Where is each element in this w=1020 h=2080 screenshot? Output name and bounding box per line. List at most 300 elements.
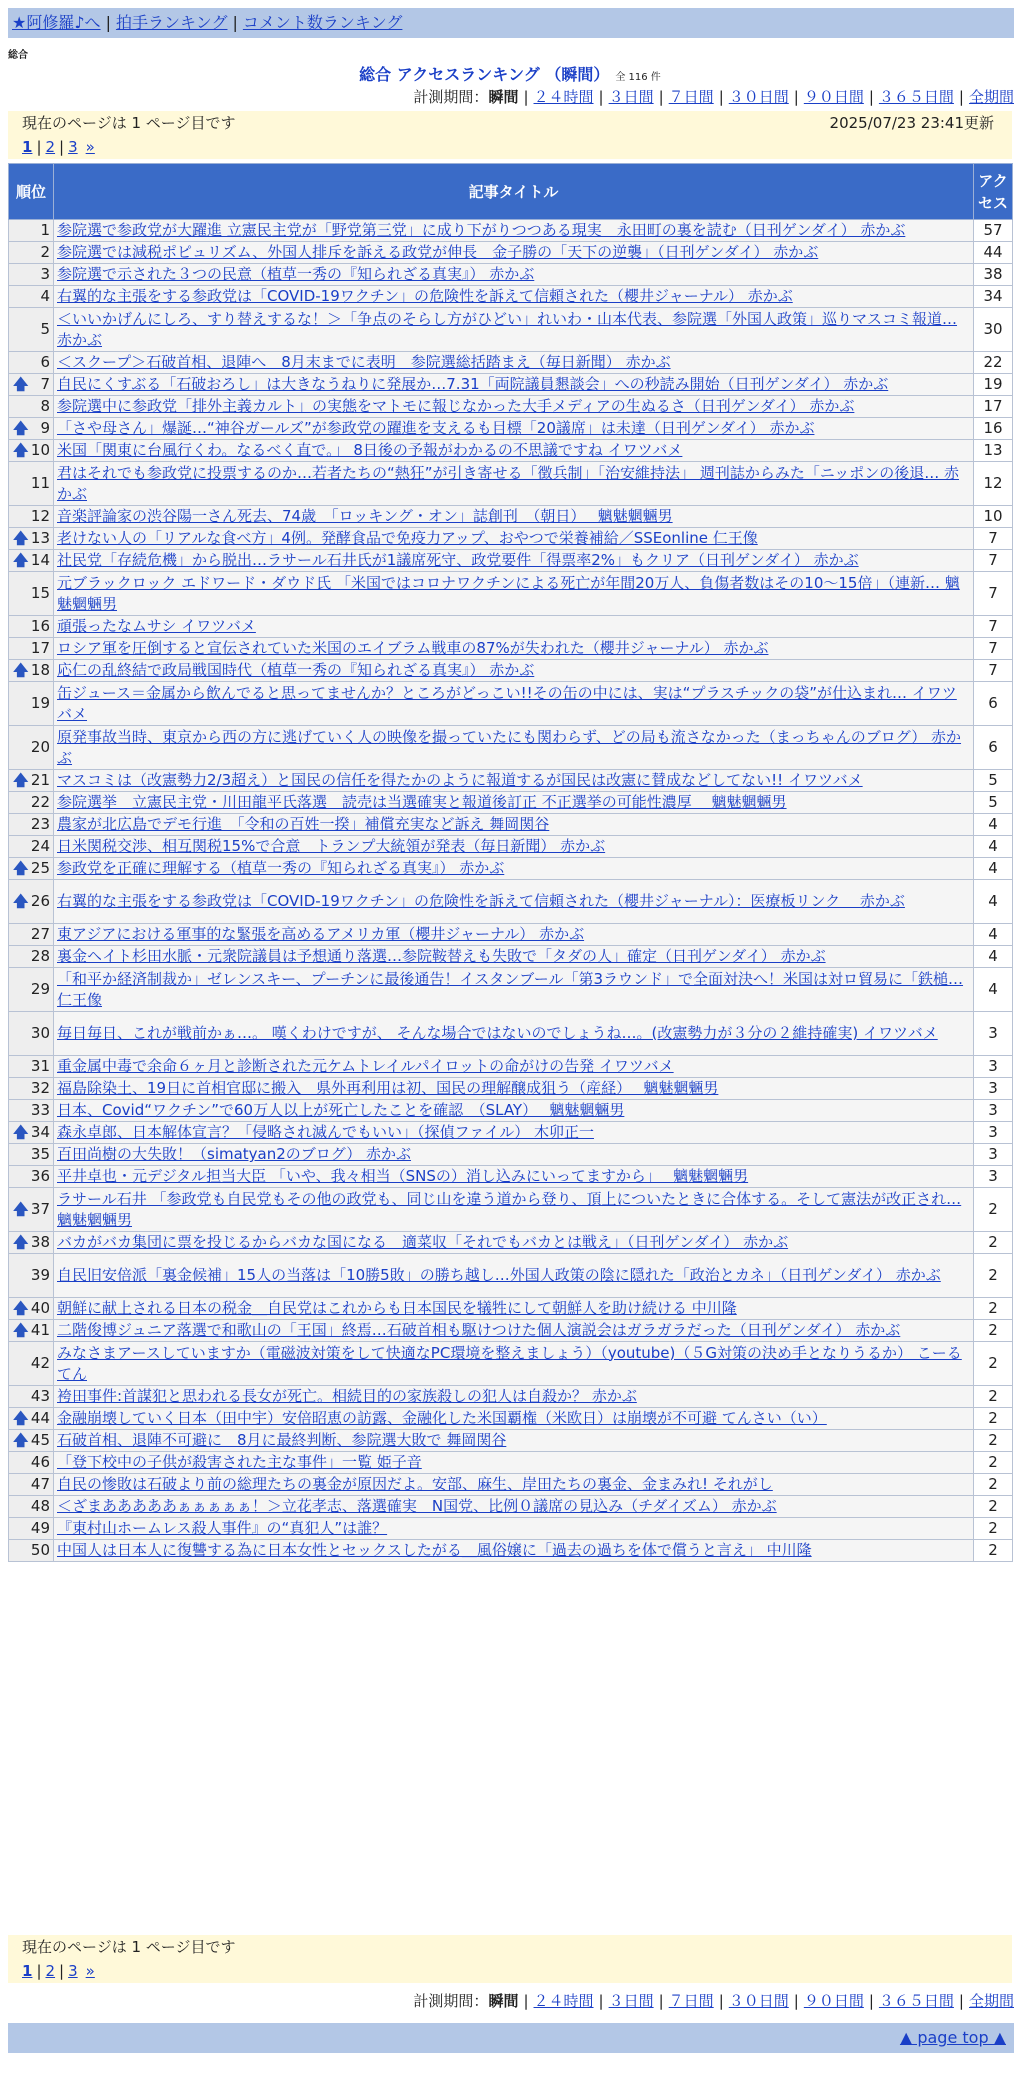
rank-number: 7 xyxy=(40,375,50,393)
access-count: 12 xyxy=(974,462,1013,506)
rank-number: 15 xyxy=(30,584,50,602)
article-title-link[interactable]: ＜いいかげんにしろ、すり替えするな！＞「争点のそらし方がひどい」れいわ・山本代表、参院選「外国人政策」巡りマスコミ報道… 赤かぶ xyxy=(57,309,958,349)
period-option-link[interactable]: ３０日間 xyxy=(728,1992,789,2010)
article-title-link[interactable]: 農家が北広島でデモ行進 「令和の百姓一揆」補償充実など訴え 舞岡関谷 xyxy=(57,815,550,833)
article-title-link[interactable]: 福島除染土、19日に首相官邸に搬入 県外再利用は初、国民の理解醸成狙う（産経） 魑魅魍魎男 xyxy=(57,1079,719,1097)
access-header: アクセス xyxy=(974,164,1013,220)
title-cell xyxy=(54,506,974,528)
period-option-link[interactable]: ９０日間 xyxy=(803,88,864,106)
period-separator: | xyxy=(523,1992,529,2010)
table-row xyxy=(9,1012,1013,1056)
rank-number: 32 xyxy=(30,1079,50,1097)
rank-cell xyxy=(9,1496,54,1518)
rank-number: 9 xyxy=(40,419,50,437)
rank-number: 10 xyxy=(30,441,50,459)
article-title-link[interactable]: 平井卓也・元デジタル担当大臣 「いや、我々相当（SNSの）消し込みにいってますから」 魑魅魍魎男 xyxy=(57,1167,749,1185)
article-title-link[interactable]: 日本、Covid“ワクチン”で60万人以上が死亡したことを確認 （SLAY） 魑魅魍魎男 xyxy=(57,1101,625,1119)
table-row xyxy=(9,396,1013,418)
period-selector-top xyxy=(413,86,1014,107)
period-option-link[interactable]: ３６５日間 xyxy=(878,1992,954,2010)
title-cell xyxy=(54,946,974,968)
rank-cell xyxy=(9,1298,54,1320)
rank-cell xyxy=(9,1386,54,1408)
rank-cell xyxy=(9,462,54,506)
article-title-link[interactable]: 元ブラックロック エドワード・ダウド氏 「米国ではコロナワクチンによる死亡が年間20万人、負傷者数はその10～15倍」（連新… 魑魅魍魎男 xyxy=(57,573,960,613)
access-count: 2 xyxy=(974,1298,1013,1320)
article-title-link[interactable]: 社民党「存続危機」から脱出…ラサール石井氏が1議席死守、政党要件「得票率2%」もクリア（日刊ゲンダイ） 赤かぶ xyxy=(57,551,859,569)
article-title-link[interactable]: 袴田事件:首謀犯と思われる長女が死亡。相続目的の家族殺しの犯人は自殺か？ 赤かぶ xyxy=(57,1387,637,1405)
rank-cell xyxy=(9,528,54,550)
access-count: 4 xyxy=(974,880,1013,924)
article-title-link[interactable]: 自民の惨敗は石破より前の総理たちの裏金が原因だよ。安部、麻生、岸田たちの裏金、金まみれ! それがし xyxy=(57,1475,773,1493)
article-title-link[interactable]: 森永卓郎、日本解体宣言？「侵略され滅んでもいい」（探偵ファイル） 木卯正一 xyxy=(57,1123,594,1141)
table-row xyxy=(9,946,1013,968)
period-separator: | xyxy=(793,1992,799,2010)
access-count: 7 xyxy=(974,528,1013,550)
table-row xyxy=(9,550,1013,572)
rank-number: 30 xyxy=(30,1024,50,1042)
table-row xyxy=(9,682,1013,726)
ranking-table xyxy=(8,163,1013,1562)
access-count: 16 xyxy=(974,418,1013,440)
rank-cell xyxy=(9,924,54,946)
rank-number: 24 xyxy=(30,837,50,855)
rank-cell xyxy=(9,814,54,836)
page-separator: | xyxy=(36,1962,42,1980)
rank-number: 45 xyxy=(30,1431,50,1449)
access-count: 2 xyxy=(974,1518,1013,1540)
title-cell xyxy=(54,242,974,264)
rank-cell xyxy=(9,286,54,308)
period-separator: | xyxy=(718,1992,724,2010)
title-cell xyxy=(54,1056,974,1078)
article-title-link[interactable]: 缶ジュース＝金属から飲んでると思ってませんか？ところがどっこい!!その缶の中には、実は“プラスチックの袋”が仕込まれ… イワツバメ xyxy=(57,683,957,723)
rank-cell xyxy=(9,440,54,462)
access-count: 3 xyxy=(974,1056,1013,1078)
period-option-link[interactable]: 全期間 xyxy=(968,1992,1014,2010)
rank-cell xyxy=(9,374,54,396)
period-current: 瞬間 xyxy=(488,88,519,106)
article-title-link[interactable]: ＜ざまあああああぁぁぁぁぁ！＞立花孝志、落選確実 N国党、比例０議席の見込み（チダイズム） 赤かぶ xyxy=(57,1497,777,1515)
rank-number: 42 xyxy=(30,1354,50,1372)
table-row xyxy=(9,242,1013,264)
up-arrow-icon: 🡅 xyxy=(13,1299,29,1317)
article-title-link[interactable]: 米国「関東に台風行くわ。なるべく直で。」 8日後の予報がわかるの不思議ですね イワツバメ xyxy=(57,441,683,459)
period-option-link[interactable]: ９０日間 xyxy=(803,1992,864,2010)
rank-number: 8 xyxy=(40,397,50,415)
comment-ranking-link[interactable]: コメント数ランキング xyxy=(242,13,403,32)
up-arrow-icon: 🡅 xyxy=(13,1123,29,1141)
bottom-bar xyxy=(8,2023,1014,2053)
table-row xyxy=(9,814,1013,836)
rank-cell xyxy=(9,638,54,660)
article-title-link[interactable]: 中国人は日本人に復讐する為に日本女性とセックスしたがる＿風俗嬢に「過去の過ちを体で償うと言え」 中川隆 xyxy=(57,1541,812,1559)
table-row xyxy=(9,638,1013,660)
rank-cell xyxy=(9,946,54,968)
home-link[interactable]: ★阿修羅♪へ xyxy=(12,13,101,32)
table-row xyxy=(9,572,1013,616)
title-cell xyxy=(54,528,974,550)
rank-cell xyxy=(9,1078,54,1100)
access-count: 4 xyxy=(974,924,1013,946)
title-cell xyxy=(54,1232,974,1254)
rank-number: 18 xyxy=(30,661,50,679)
title-cell xyxy=(54,1078,974,1100)
rank-number: 3 xyxy=(40,265,50,283)
clap-ranking-link[interactable]: 拍手ランキング xyxy=(115,13,228,32)
access-count: 17 xyxy=(974,396,1013,418)
article-title-link[interactable]: 百田尚樹の大失敗！（simatyan2のブログ） 赤かぶ xyxy=(57,1145,412,1163)
rank-number: 47 xyxy=(30,1475,50,1493)
access-count: 13 xyxy=(974,440,1013,462)
page-link-2[interactable]: 2 xyxy=(45,1962,56,1980)
article-title-link[interactable]: 毎日毎日、これが戦前かぁ…。 嘆くわけですが、 そんな場合ではないのでしょうね…。(改憲勢力が３分の２維持確実) イワツバメ xyxy=(57,1024,938,1042)
article-title-link[interactable]: 音楽評論家の渋谷陽一さん死去、74歳 「ロッキング・オン」誌創刊 （朝日） 魑魅魍魎男 xyxy=(57,507,673,525)
access-count: 4 xyxy=(974,836,1013,858)
rank-number: 26 xyxy=(30,892,50,910)
period-option-link[interactable]: 全期間 xyxy=(968,88,1014,106)
current-page-text: 現在のページは 1 ページ目です xyxy=(22,114,236,132)
rank-number: 20 xyxy=(30,738,50,756)
title-cell xyxy=(54,264,974,286)
rank-number: 6 xyxy=(40,353,50,371)
table-row xyxy=(9,506,1013,528)
rank-cell xyxy=(9,1430,54,1452)
article-title-link[interactable]: 「和平か経済制裁か」ゼレンスキー、プーチンに最後通告！イスタンブール「第3ラウンド」で全面対決へ！米国は対ロ貿易に「鉄槌… 仁王像 xyxy=(57,969,964,1009)
up-arrow-icon: 🡅 xyxy=(13,1431,29,1449)
current-page-text: 現在のページは 1 ページ目です xyxy=(22,1938,236,1956)
rank-cell xyxy=(9,1100,54,1122)
rank-cell xyxy=(9,1518,54,1540)
article-title-link[interactable]: 原発事故当時、東京から西の方に逃げていく人の映像を撮っていたにも関わらず、どの局も流さなかった（まっちゃんのブログ） 赤かぶ xyxy=(57,727,962,767)
page-top-link[interactable]: ▲ page top ▲ xyxy=(899,2028,1006,2047)
access-count: 44 xyxy=(974,242,1013,264)
article-title-link[interactable]: 朝鮮に献上される日本の税金＿自民党はこれからも日本国民を犠牲にして朝鮮人を助け続ける 中川隆 xyxy=(57,1299,737,1317)
access-count: 2 xyxy=(974,1496,1013,1518)
article-title-link[interactable]: 参院選挙 立憲民主党・川田龍平氏落選 読売は当選確実と報道後訂正 不正選挙の可能性濃厚 魑魅魍魎男 xyxy=(57,793,787,811)
up-arrow-icon: 🡅 xyxy=(13,441,29,459)
up-arrow-icon: 🡅 xyxy=(13,892,29,910)
access-count: 7 xyxy=(974,550,1013,572)
up-arrow-icon: 🡅 xyxy=(13,1409,29,1427)
nav-separator: | xyxy=(232,13,238,32)
period-separator: | xyxy=(868,1992,874,2010)
title-cell xyxy=(54,396,974,418)
table-row xyxy=(9,1540,1013,1562)
article-title-link[interactable]: 応仁の乱終結で政局戦国時代（植草一秀の『知られざる真実』） 赤かぶ xyxy=(57,661,535,679)
page-link-3[interactable]: 3 xyxy=(68,138,78,156)
table-row xyxy=(9,1166,1013,1188)
up-arrow-icon: 🡅 xyxy=(13,1233,29,1251)
period-selector-bottom xyxy=(413,1990,1014,2011)
rank-cell xyxy=(9,572,54,616)
table-row xyxy=(9,1100,1013,1122)
table-row xyxy=(9,1518,1013,1540)
up-arrow-icon: 🡅 xyxy=(13,1321,29,1339)
rank-number: 22 xyxy=(30,793,50,811)
article-title-link[interactable]: 「登下校中の子供が殺害された主な事件」一覧 姫子音 xyxy=(57,1453,422,1471)
access-count: 4 xyxy=(974,814,1013,836)
next-page-link[interactable]: » xyxy=(85,138,95,156)
article-title-link[interactable]: 裏金ヘイト杉田水脈・元衆院議員は予想通り落選…参院鞍替えも失敗で「タダの人」確定（日刊ゲンダイ） 赤かぶ xyxy=(57,947,826,965)
rank-cell xyxy=(9,1232,54,1254)
article-title-link[interactable]: 頑張ったなムサシ イワツバメ xyxy=(57,617,256,635)
pager-bottom xyxy=(8,1935,1012,1983)
article-title-link[interactable]: ロシア軍を圧倒すると宣伝されていた米国のエイブラム戦車の87%が失われた（櫻井ジャーナル） 赤かぶ xyxy=(57,639,769,657)
title-cell xyxy=(54,1540,974,1562)
page-title-text: 総合 アクセスランキング （瞬間） xyxy=(359,65,610,84)
title-cell xyxy=(54,968,974,1012)
title-cell xyxy=(54,1012,974,1056)
top-nav-bar xyxy=(8,8,1014,38)
access-count: 3 xyxy=(974,1166,1013,1188)
title-cell xyxy=(54,880,974,924)
up-arrow-icon: 🡅 xyxy=(13,419,29,437)
rank-number: 38 xyxy=(30,1233,50,1251)
table-row xyxy=(9,880,1013,924)
access-count: 3 xyxy=(974,1012,1013,1056)
title-cell xyxy=(54,682,974,726)
article-title-link[interactable]: みなさまアースしていますか（電磁波対策をして快適なPC環境を整えましょう）（youtube)（５G対策の決め手となりうるか） こーるてん xyxy=(57,1343,962,1383)
pager-top xyxy=(8,111,1012,159)
rank-cell xyxy=(9,352,54,374)
page-link-1[interactable]: 1 xyxy=(22,138,33,156)
rank-number: 44 xyxy=(30,1409,50,1427)
rank-cell xyxy=(9,1342,54,1386)
title-cell xyxy=(54,660,974,682)
access-count: 34 xyxy=(974,286,1013,308)
access-count: 4 xyxy=(974,968,1013,1012)
table-row xyxy=(9,726,1013,770)
article-title-link[interactable]: 老けない人の「リアルな食べ方」4例。発酵食品で免疫力アップ、おやつで栄養補給／SSEonline 仁王像 xyxy=(57,529,758,547)
table-row xyxy=(9,264,1013,286)
rank-cell xyxy=(9,880,54,924)
table-row xyxy=(9,770,1013,792)
period-option-link[interactable]: ３０日間 xyxy=(728,88,789,106)
rank-cell xyxy=(9,858,54,880)
article-title-link[interactable]: 東アジアにおける軍事的な緊張を高めるアメリカ軍（櫻井ジャーナル） 赤かぶ xyxy=(57,925,585,943)
rank-number: 36 xyxy=(30,1167,50,1185)
table-row xyxy=(9,1078,1013,1100)
article-title-link[interactable]: 二階俊博ジュニア落選で和歌山の「王国」終焉…石破首相も駆けつけた個人演説会はガラガラだった（日刊ゲンダイ） 赤かぶ xyxy=(57,1321,901,1339)
article-title-link[interactable]: 「さや母さん」爆誕…“神谷ガールズ”が参政党の躍進を支えるも目標「20議席」は未達（日刊ゲンダイ） 赤かぶ xyxy=(57,419,815,437)
period-separator: | xyxy=(658,1992,664,2010)
table-row xyxy=(9,286,1013,308)
article-title-link[interactable]: 日米関税交渉、相互関税15%で合意 トランプ大統領が発表（毎日新聞） 赤かぶ xyxy=(57,837,606,855)
access-count: 7 xyxy=(974,616,1013,638)
rank-cell xyxy=(9,506,54,528)
rank-number: 13 xyxy=(30,529,50,547)
article-title-link[interactable]: 右翼的な主張をする参政党は「COVID-19ワクチン」の危険性を訴えて信頼された（櫻井ジャーナル）：医療板リンク 赤かぶ xyxy=(57,892,905,910)
article-title-link[interactable]: 自民にくすぶる「石破おろし」は大きなうねりに発展か…7.31「両院議員懇談会」への秒読み開始（日刊ゲンダイ） 赤かぶ xyxy=(57,375,889,393)
rank-cell xyxy=(9,1474,54,1496)
table-row xyxy=(9,924,1013,946)
access-count: 57 xyxy=(974,220,1013,242)
access-count: 2 xyxy=(974,1430,1013,1452)
rank-header: 順位 xyxy=(9,164,54,220)
title-cell xyxy=(54,858,974,880)
access-count: 2 xyxy=(974,1254,1013,1298)
page-separator: | xyxy=(59,1962,65,1980)
article-title-link[interactable]: 右翼的な主張をする参政党は「COVID-19ワクチン」の危険性を訴えて信頼された（櫻井ジャーナル） 赤かぶ xyxy=(57,287,793,305)
page-link-2[interactable]: 2 xyxy=(45,138,56,156)
access-count: 3 xyxy=(974,1144,1013,1166)
title-cell xyxy=(54,924,974,946)
access-count: 2 xyxy=(974,1232,1013,1254)
access-count: 3 xyxy=(974,1100,1013,1122)
access-count: 6 xyxy=(974,682,1013,726)
period-separator: | xyxy=(598,1992,604,2010)
title-cell xyxy=(54,1452,974,1474)
access-count: 19 xyxy=(974,374,1013,396)
period-option-link[interactable]: ３日間 xyxy=(608,1992,654,2010)
title-cell xyxy=(54,638,974,660)
rank-number: 14 xyxy=(30,551,50,569)
rank-number: 2 xyxy=(40,243,50,261)
access-count: 10 xyxy=(974,506,1013,528)
title-cell xyxy=(54,1518,974,1540)
period-separator: | xyxy=(598,88,604,106)
article-title-link[interactable]: 参院選で示された３つの民意（植草一秀の『知られざる真実』） 赤かぶ xyxy=(57,265,535,283)
period-separator: | xyxy=(958,88,964,106)
rank-cell xyxy=(9,1122,54,1144)
rank-number: 41 xyxy=(30,1321,50,1339)
rank-number: 49 xyxy=(30,1519,50,1537)
up-arrow-icon: 🡅 xyxy=(13,1200,29,1218)
table-row xyxy=(9,616,1013,638)
rank-cell xyxy=(9,726,54,770)
period-separator: | xyxy=(868,88,874,106)
article-title-link[interactable]: マスコミは（改憲勢力2/3超え）と国民の信任を得たかのように報道するが国民は改憲に賛成などしてない!! イワツバメ xyxy=(57,771,863,789)
article-title-link[interactable]: ＜スクープ＞石破首相、退陣へ 8月末までに表明 参院選総括踏まえ（毎日新聞） 赤かぶ xyxy=(57,353,671,371)
title-cell xyxy=(54,814,974,836)
access-count: 38 xyxy=(974,264,1013,286)
title-cell xyxy=(54,1320,974,1342)
period-option-link[interactable]: ３６５日間 xyxy=(878,88,954,106)
title-cell xyxy=(54,1474,974,1496)
rank-number: 29 xyxy=(30,980,50,998)
period-separator: | xyxy=(958,1992,964,2010)
rank-number: 37 xyxy=(30,1200,50,1218)
section-label: 総合 xyxy=(8,50,28,61)
table-row xyxy=(9,1056,1013,1078)
rank-cell xyxy=(9,792,54,814)
access-count: 5 xyxy=(974,792,1013,814)
article-title-link[interactable]: 参院選では減税ポピュリズム、外国人排斥を訴える政党が伸長 金子勝の「天下の逆襲」（日刊ゲンダイ） 赤かぶ xyxy=(57,243,819,261)
period-label: 計測期間： xyxy=(413,1992,489,2010)
rank-number: 11 xyxy=(30,474,50,492)
rank-cell xyxy=(9,968,54,1012)
title-cell xyxy=(54,352,974,374)
rank-cell xyxy=(9,1320,54,1342)
table-row xyxy=(9,1386,1013,1408)
rank-number: 21 xyxy=(30,771,50,789)
access-count: 2 xyxy=(974,1540,1013,1562)
title-header: 記事タイトル xyxy=(54,164,974,220)
access-count: 2 xyxy=(974,1320,1013,1342)
rank-number: 12 xyxy=(30,507,50,525)
article-title-link[interactable]: ラサール石井 「参政党も自民党もその他の政党も、同じ山を違う道から登り、頂上についたときに合体する。そして憲法が改正され… 魑魅魍魎男 xyxy=(57,1189,962,1229)
article-title-link[interactable]: 石破首相、退陣不可避に 8月に最終判断、参院選大敗で 舞岡関谷 xyxy=(57,1431,507,1449)
title-cell xyxy=(54,616,974,638)
page-link-1[interactable]: 1 xyxy=(22,1962,33,1980)
rank-cell xyxy=(9,550,54,572)
title-cell xyxy=(54,1122,974,1144)
table-row xyxy=(9,836,1013,858)
rank-cell xyxy=(9,836,54,858)
table-row xyxy=(9,660,1013,682)
rank-cell xyxy=(9,616,54,638)
table-row xyxy=(9,352,1013,374)
period-option-link[interactable]: ３日間 xyxy=(608,88,654,106)
rank-cell xyxy=(9,1540,54,1562)
article-title-link[interactable]: 参院選で参政党が大躍進 立憲民主党が「野党第三党」に成り下がりつつある現実 永田町の裏を読む（日刊ゲンダイ） 赤かぶ xyxy=(57,221,906,239)
article-title-link[interactable]: 君はそれでも参政党に投票するのか…若者たちの“熱狂”が引き寄せる「徴兵制」「治安維持法」 週刊誌からみた「ニッポンの後退… 赤かぶ xyxy=(57,463,959,503)
rank-number: 27 xyxy=(30,925,50,943)
rank-cell xyxy=(9,242,54,264)
rank-cell xyxy=(9,1144,54,1166)
page-link-3[interactable]: 3 xyxy=(68,1962,78,1980)
up-arrow-icon: 🡅 xyxy=(13,859,29,877)
rank-cell xyxy=(9,1188,54,1232)
total-count: 全 116 件 xyxy=(615,72,661,83)
rank-cell xyxy=(9,1408,54,1430)
period-separator: | xyxy=(793,88,799,106)
period-option-link[interactable]: ７日間 xyxy=(668,88,714,106)
table-row xyxy=(9,1452,1013,1474)
period-separator: | xyxy=(658,88,664,106)
next-page-link[interactable]: » xyxy=(85,1962,95,1980)
page-links xyxy=(22,135,998,159)
title-cell xyxy=(54,1144,974,1166)
rank-number: 39 xyxy=(30,1266,50,1284)
article-title-link[interactable]: 重金属中毒で余命６ヶ月と診断された元ケムトレイルパイロットの命がけの告発 イワツバメ xyxy=(57,1057,674,1075)
title-cell xyxy=(54,726,974,770)
article-title-link[interactable]: 自民旧安倍派「裏金候補」15人の当落は「10勝5敗」の勝ち越し…外国人政策の陰に隠れた「政治とカネ」（日刊ゲンダイ） 赤かぶ xyxy=(57,1266,941,1284)
up-arrow-icon: 🡅 xyxy=(13,661,29,679)
rank-number: 35 xyxy=(30,1145,50,1163)
article-title-link[interactable]: 『東村山ホームレス殺人事件』の“真犯人”は誰？ xyxy=(57,1519,388,1537)
access-count: 2 xyxy=(974,1386,1013,1408)
title-cell xyxy=(54,1188,974,1232)
title-cell xyxy=(54,286,974,308)
title-cell xyxy=(54,1100,974,1122)
article-title-link[interactable]: 参政党を正確に理解する（植草一秀の『知られざる真実』） 赤かぶ xyxy=(57,859,505,877)
article-title-link[interactable]: 金融崩壊していく日本（田中宇）安倍昭恵の訪露、金融化した米国覇権（米欧日）は崩壊が不可避 てんさい（い） xyxy=(57,1409,827,1427)
up-arrow-icon: 🡅 xyxy=(13,771,29,789)
rank-cell xyxy=(9,770,54,792)
period-option-link[interactable]: ７日間 xyxy=(668,1992,714,2010)
period-option-link[interactable]: ２４時間 xyxy=(533,1992,594,2010)
rank-number: 28 xyxy=(30,947,50,965)
period-option-link[interactable]: ２４時間 xyxy=(533,88,594,106)
rank-cell xyxy=(9,1056,54,1078)
title-cell xyxy=(54,550,974,572)
up-arrow-icon: 🡅 xyxy=(13,529,29,547)
title-cell xyxy=(54,1342,974,1386)
rank-number: 50 xyxy=(30,1541,50,1559)
article-title-link[interactable]: バカがバカ集団に票を投じるからバカな国になる 適菜収「それでもバカとは戦え」（日刊ゲンダイ） 赤かぶ xyxy=(57,1233,789,1251)
up-arrow-icon: 🡅 xyxy=(13,375,29,393)
title-cell xyxy=(54,770,974,792)
title-cell xyxy=(54,836,974,858)
article-title-link[interactable]: 参院選中に参政党「排外主義カルト」の実態をマトモに報じなかった大手メディアの生ぬるさ（日刊ゲンダイ） 赤かぶ xyxy=(57,397,855,415)
table-row xyxy=(9,1496,1013,1518)
table-row xyxy=(9,220,1013,242)
title-cell xyxy=(54,1430,974,1452)
rank-cell xyxy=(9,220,54,242)
rank-number: 46 xyxy=(30,1453,50,1471)
